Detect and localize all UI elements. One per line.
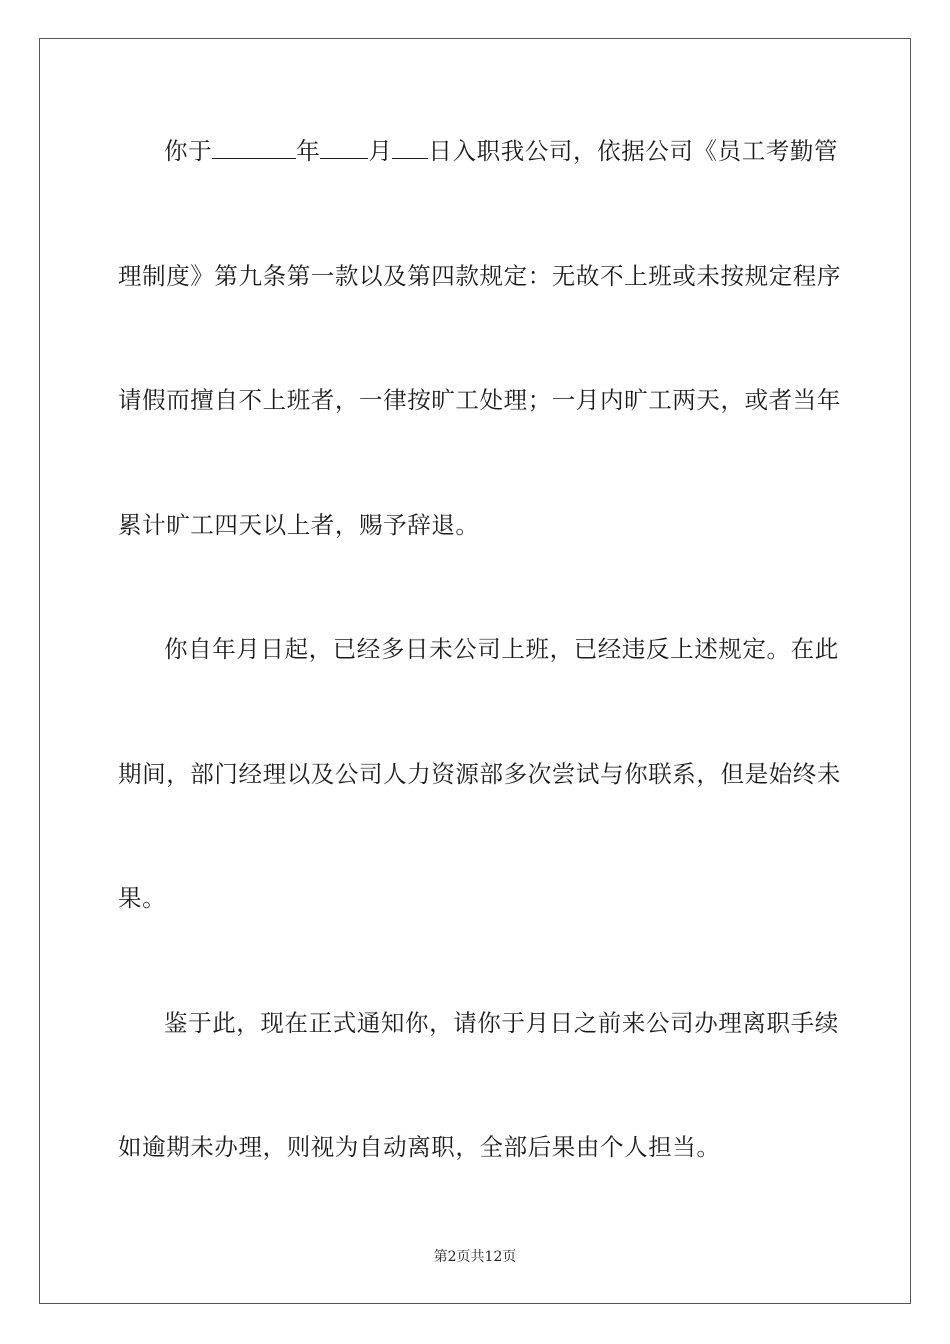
paragraph-2-line-3: 果。: [118, 884, 167, 912]
page-footer: [0, 1246, 950, 1266]
page-number: 第2页: [433, 1249, 471, 1265]
paragraph-1-line-3: 请假而擅自不上班者，一律按旷工处理；一月内旷工两天，或者当年: [118, 386, 841, 414]
paragraph-2-line-1: 你自年月日起，已经多日未公司上班，已经违反上述规定。在此: [164, 635, 839, 663]
paragraph-2-line-2: 期间，部门经理以及公司人力资源部多次尝试与你联系，但是始终未: [118, 760, 841, 788]
paragraph-3-line-2: 如逾期未办理，则视为自动离职，全部后果由个人担当。: [118, 1133, 721, 1161]
page-frame: [39, 38, 911, 1304]
text-segment: 日入职我公司，依据公司《员工考勤管: [428, 137, 839, 165]
paragraph-1-line-2: 理制度》第九条第一款以及第四款规定：无故不上班或未按规定程序: [118, 262, 841, 290]
paragraph-1-line-1: [164, 136, 838, 166]
paragraph-1-line-4: 累计旷工四天以上者，赐予辞退。: [118, 511, 480, 539]
paragraph-3-line-1: 鉴于此，现在正式通知你，请你于月日之前来公司办理离职手续: [164, 1009, 839, 1037]
text-segment: 月: [368, 137, 393, 165]
text-segment: 年: [296, 137, 321, 165]
page-total: 共12页: [470, 1249, 517, 1265]
month-blank: [320, 138, 368, 159]
day-blank: [392, 138, 428, 159]
year-blank: [212, 138, 296, 159]
text-segment: 你于: [164, 137, 213, 165]
